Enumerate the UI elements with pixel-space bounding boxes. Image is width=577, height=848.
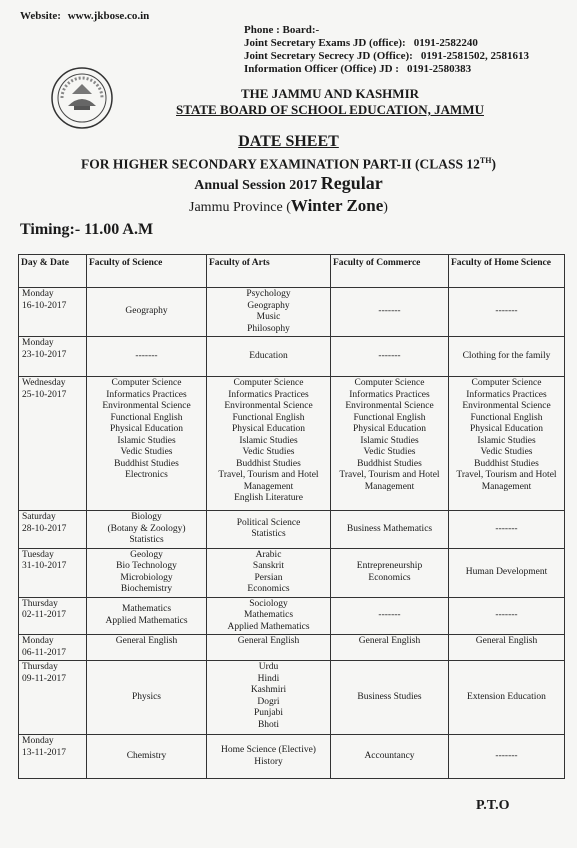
- cell-arts: Psychology Geography Music Philosophy: [207, 288, 331, 337]
- exam-date: 31-10-2017: [22, 561, 67, 571]
- contact-label: Joint Secretary Secrecy JD (Office):: [244, 50, 413, 62]
- day-name: Monday: [22, 736, 54, 746]
- contact-value: 0191-2582240: [413, 37, 478, 49]
- cell-science: -------: [87, 337, 207, 377]
- province-line: [0, 196, 577, 218]
- org-line-2: STATE BOARD OF SCHOOL EDUCATION, JAMMU: [176, 102, 484, 117]
- header-day-date: Day & Date: [19, 255, 87, 288]
- cell-arts: Arabic Sanskrit Persian Economics: [207, 548, 331, 597]
- website-line: [20, 10, 149, 22]
- organization-name: [120, 86, 540, 118]
- cell-day-date: [19, 635, 87, 661]
- exam-date: 06-11-2017: [22, 647, 66, 658]
- day-name: Monday: [22, 636, 54, 646]
- cell-arts: Computer Science Informatics Practices Environmental Science Functional English Physical Education Islamic Studies Vedic Studies Buddhist Studies Travel, Tourism and Hotel Management English Literature: [207, 377, 331, 511]
- exam-title: [0, 152, 577, 173]
- cell-science: Mathematics Applied Mathematics: [87, 597, 207, 635]
- cell-commerce: Computer Science Informatics Practices Environmental Science Functional English Physical Education Islamic Studies Vedic Studies Buddhist Studies Travel, Tourism and Hotel Management: [331, 377, 449, 511]
- timing: Timing:- 11.00 A.M: [20, 221, 154, 238]
- contact-label: Information Officer (Office) JD :: [244, 63, 399, 75]
- cell-home: -------: [449, 288, 565, 337]
- cell-commerce: Business Studies: [331, 661, 449, 735]
- day-name: Thursday: [22, 598, 58, 609]
- cell-science: Geography: [87, 288, 207, 337]
- page-title: DATE SHEET: [238, 133, 339, 150]
- cell-home: -------: [449, 597, 565, 635]
- table-row: [19, 661, 565, 735]
- cell-arts: Urdu Hindi Kashmiri Dogri Punjabi Bhoti: [207, 661, 331, 735]
- cell-arts: Sociology Mathematics Applied Mathematics: [207, 597, 331, 635]
- cell-commerce: -------: [331, 337, 449, 377]
- exam-date: 25-10-2017: [22, 389, 67, 400]
- cell-science: Physics: [87, 661, 207, 735]
- board-seal-icon: [50, 66, 114, 130]
- cell-commerce: Entrepreneurship Economics: [331, 548, 449, 597]
- day-name: Saturday: [22, 512, 56, 522]
- website-label: Website:: [20, 10, 61, 22]
- cell-science: Chemistry: [87, 735, 207, 779]
- cell-home: Human Development: [449, 548, 565, 597]
- cell-home: Clothing for the family: [449, 337, 565, 377]
- cell-science: Geology Bio Technology Microbiology Biochemistry: [87, 548, 207, 597]
- cell-arts: Home Science (Elective) History: [207, 735, 331, 779]
- table-header-row: [19, 255, 565, 288]
- table-row: [19, 635, 565, 661]
- table-row: [19, 511, 565, 549]
- table-row: [19, 597, 565, 635]
- exam-date: 28-10-2017: [22, 523, 67, 534]
- session-line: [0, 173, 577, 196]
- header-commerce: Faculty of Commerce: [331, 255, 449, 288]
- contact-line: [244, 50, 529, 63]
- exam-title-text: FOR HIGHER SECONDARY EXAMINATION PART-II (CLASS 12: [81, 156, 480, 172]
- day-name: Thursday: [22, 662, 58, 672]
- cell-day-date: [19, 337, 87, 377]
- cell-home: General English: [449, 635, 565, 661]
- contact-label: Joint Secretary Exams JD (office):: [244, 37, 406, 49]
- cell-home: Computer Science Informatics Practices Environmental Science Functional English Physical Education Islamic Studies Vedic Studies Buddhist Studies Travel, Tourism and Hotel Management: [449, 377, 565, 511]
- exam-title-sup: TH: [479, 156, 492, 165]
- header-arts: Faculty of Arts: [207, 255, 331, 288]
- table-row: [19, 548, 565, 597]
- table-row: [19, 337, 565, 377]
- cell-day-date: [19, 661, 87, 735]
- cell-science: Biology (Botany & Zoology) Statistics: [87, 511, 207, 549]
- cell-commerce: General English: [331, 635, 449, 661]
- contact-value: 0191-2581502, 2581613: [420, 50, 529, 62]
- cell-day-date: [19, 548, 87, 597]
- exam-title-suffix: ): [491, 156, 496, 172]
- exam-date: 23-10-2017: [22, 349, 67, 360]
- contact-block: [244, 24, 529, 76]
- cell-commerce: -------: [331, 597, 449, 635]
- website-url[interactable]: www.jkbose.co.in: [67, 10, 150, 22]
- exam-date: 16-10-2017: [22, 300, 67, 311]
- contact-line: [244, 37, 529, 50]
- province-close: ): [383, 199, 388, 215]
- cell-day-date: [19, 377, 87, 511]
- cell-science: Computer Science Informatics Practices Environmental Science Functional English Physical Education Islamic Studies Vedic Studies Buddhist Studies Electronics: [87, 377, 207, 511]
- cell-day-date: [19, 511, 87, 549]
- cell-science: General English: [87, 635, 207, 661]
- cell-home: -------: [449, 511, 565, 549]
- day-name: Monday: [22, 289, 54, 299]
- table-row: [19, 288, 565, 337]
- org-line-1: THE JAMMU AND KASHMIR: [240, 86, 420, 101]
- table-body: [19, 288, 565, 779]
- day-name: Wednesday: [22, 378, 66, 388]
- session-type: Regular: [320, 172, 383, 193]
- cell-commerce: Accountancy: [331, 735, 449, 779]
- day-name: Tuesday: [22, 549, 54, 560]
- date-sheet-table: [18, 254, 565, 779]
- zone-text: Winter Zone: [290, 195, 384, 215]
- cell-arts: General English: [207, 635, 331, 661]
- pto-note: P.T.O: [476, 798, 510, 813]
- cell-arts: Education: [207, 337, 331, 377]
- cell-commerce: Business Mathematics: [331, 511, 449, 549]
- table-row: [19, 735, 565, 779]
- cell-day-date: [19, 597, 87, 635]
- cell-arts: Political Science Statistics: [207, 511, 331, 549]
- exam-date: 02-11-2017: [22, 610, 66, 620]
- exam-date: 13-11-2017: [22, 747, 66, 758]
- cell-home: -------: [449, 735, 565, 779]
- session-text: Annual Session 2017: [194, 177, 318, 193]
- phone-label: Phone : Board:-: [244, 24, 320, 36]
- header-science: Faculty of Science: [87, 255, 207, 288]
- header-home-science: Faculty of Home Science: [449, 255, 565, 288]
- table-row: [19, 377, 565, 511]
- title-block: [0, 132, 577, 218]
- province-text: Jammu Province (: [189, 199, 291, 215]
- cell-day-date: [19, 288, 87, 337]
- cell-commerce: -------: [331, 288, 449, 337]
- cell-home: Extension Education: [449, 661, 565, 735]
- contact-value: 0191-2580383: [406, 63, 472, 75]
- contact-line: [244, 63, 529, 76]
- exam-date: 09-11-2017: [22, 673, 66, 684]
- cell-day-date: [19, 735, 87, 779]
- day-name: Monday: [22, 338, 54, 348]
